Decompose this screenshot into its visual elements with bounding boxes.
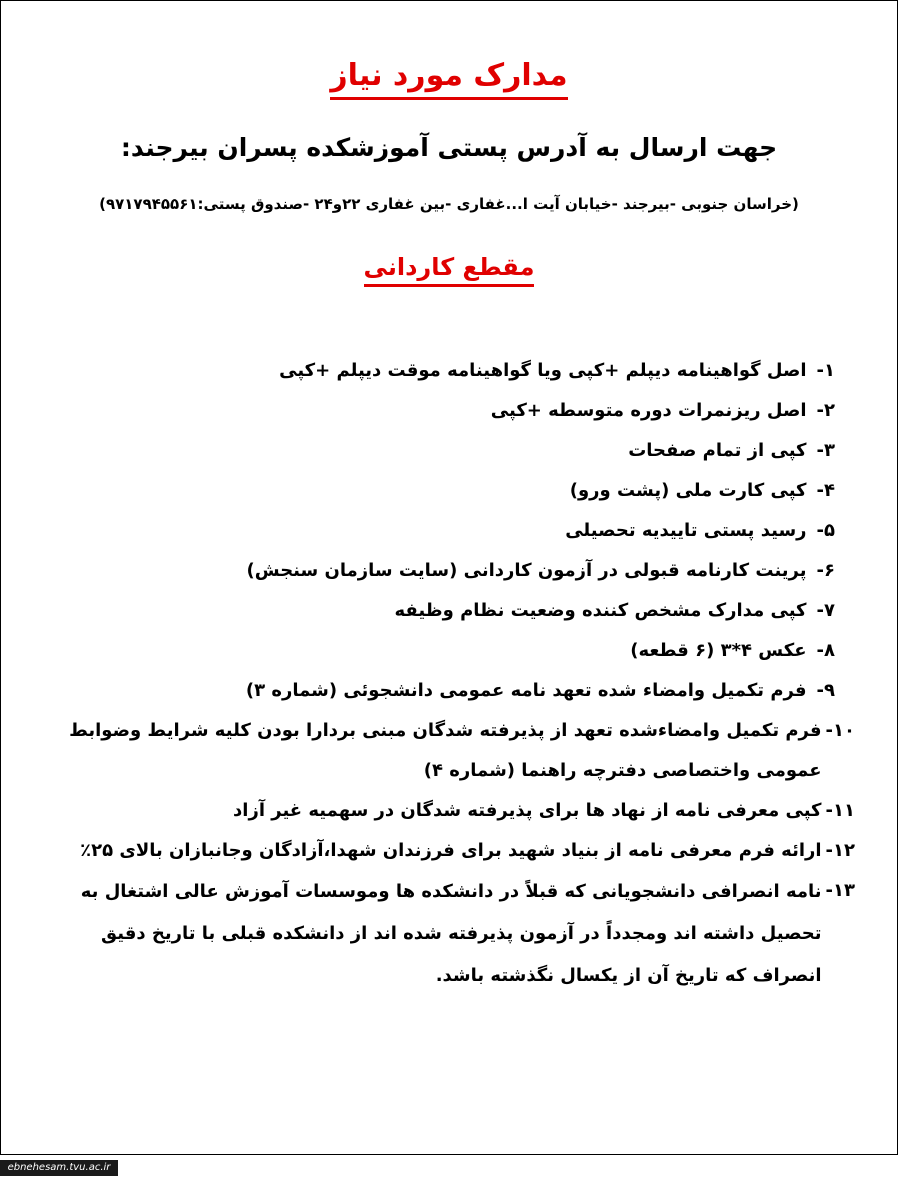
list-item bbox=[65, 871, 855, 997]
item-text: کپی معرفی نامه از نهاد ها برای پذیرفته شدگان در سهمیه غیر آزاد bbox=[233, 800, 822, 821]
list-item bbox=[65, 551, 835, 591]
title-block bbox=[1, 57, 897, 100]
item-text: پرینت کارنامه قبولی در آزمون کاردانی (سایت سازمان سنجش) bbox=[246, 560, 807, 581]
item-number: ۴- bbox=[816, 480, 835, 501]
page-title: مدارک مورد نیاز bbox=[330, 57, 567, 100]
list-item bbox=[65, 511, 835, 551]
item-text: ارائه فرم معرفی نامه از بنیاد شهید برای فرزندان شهدا،آزادگان وجانبازان بالای ۲۵٪ bbox=[80, 840, 822, 861]
list-item bbox=[65, 391, 835, 431]
item-text: عکس ۴*۳ (۶ قطعه) bbox=[630, 640, 807, 661]
list-item bbox=[65, 711, 855, 791]
item-number: ۲- bbox=[816, 400, 835, 421]
list-item bbox=[65, 831, 855, 871]
item-number: ۱۳- bbox=[825, 880, 855, 901]
item-text: فرم تکمیل وامضاء شده تعهد نامه عمومی دانشجوئی (شماره ۳) bbox=[245, 680, 807, 701]
list-item bbox=[65, 471, 835, 511]
item-number: ۹- bbox=[816, 680, 835, 701]
postal-address: (خراسان جنوبی -بیرجند -خیابان آیت ا...غفاری -بین غفاری ۲۲و۲۴ -صندوق پستی:۹۷۱۷۹۴۵۵۶۱) bbox=[99, 195, 799, 213]
item-text: اصل ریزنمرات دوره متوسطه +کپی bbox=[490, 400, 807, 421]
item-number: ۱۱- bbox=[825, 800, 855, 821]
item-text: نامه انصرافی دانشجویانی که قبلاً در دانشکده ها وموسسات آموزش عالی اشتغال به تحصیل داشته اند ومجدداً در آزمون پذیرفته شده اند از دانشکده قبلی با تاریخ دقیق انصراف که تاریخ آن از یکسال نگذشته باشد. bbox=[80, 881, 822, 986]
item-number: ۸- bbox=[816, 640, 835, 661]
section-title: مقطع کاردانی bbox=[364, 251, 535, 287]
item-text: کپی از تمام صفحات bbox=[628, 440, 807, 461]
list-item bbox=[65, 431, 835, 471]
item-text: اصل گواهینامه دیپلم +کپی ویا گواهینامه موقت دیپلم +کپی bbox=[279, 360, 807, 381]
item-text: رسید پستی تاییدیه تحصیلی bbox=[565, 520, 807, 541]
item-text: کپی مدارک مشخص کننده وضعیت نظام وظیفه bbox=[394, 600, 807, 621]
item-number: ۱۰- bbox=[825, 720, 855, 741]
item-text: کپی کارت ملی (پشت ورو) bbox=[569, 480, 807, 501]
item-text: فرم تکمیل وامضاءشده تعهد از پذیرفته شدگان مبنی بردارا بودن کلیه شرایط وضوابط عمومی واختصاصی دفترچه راهنما (شماره ۴) bbox=[69, 720, 822, 781]
item-number: ۷- bbox=[816, 600, 835, 621]
section-block bbox=[1, 251, 897, 287]
item-number: ۵- bbox=[816, 520, 835, 541]
item-number: ۳- bbox=[816, 440, 835, 461]
site-watermark: ebnehesam.tvu.ac.ir bbox=[0, 1160, 118, 1176]
list-item bbox=[65, 631, 835, 671]
list-item bbox=[65, 671, 835, 711]
list-item bbox=[65, 351, 835, 391]
page-subtitle: جهت ارسال به آدرس پستی آموزشکده پسران بیرجند: bbox=[120, 133, 778, 162]
item-number: ۱- bbox=[816, 360, 835, 381]
list-item bbox=[65, 591, 835, 631]
list-item bbox=[65, 791, 855, 831]
item-number: ۶- bbox=[816, 560, 835, 581]
requirements-list bbox=[65, 351, 855, 997]
item-number: ۱۲- bbox=[825, 840, 855, 861]
